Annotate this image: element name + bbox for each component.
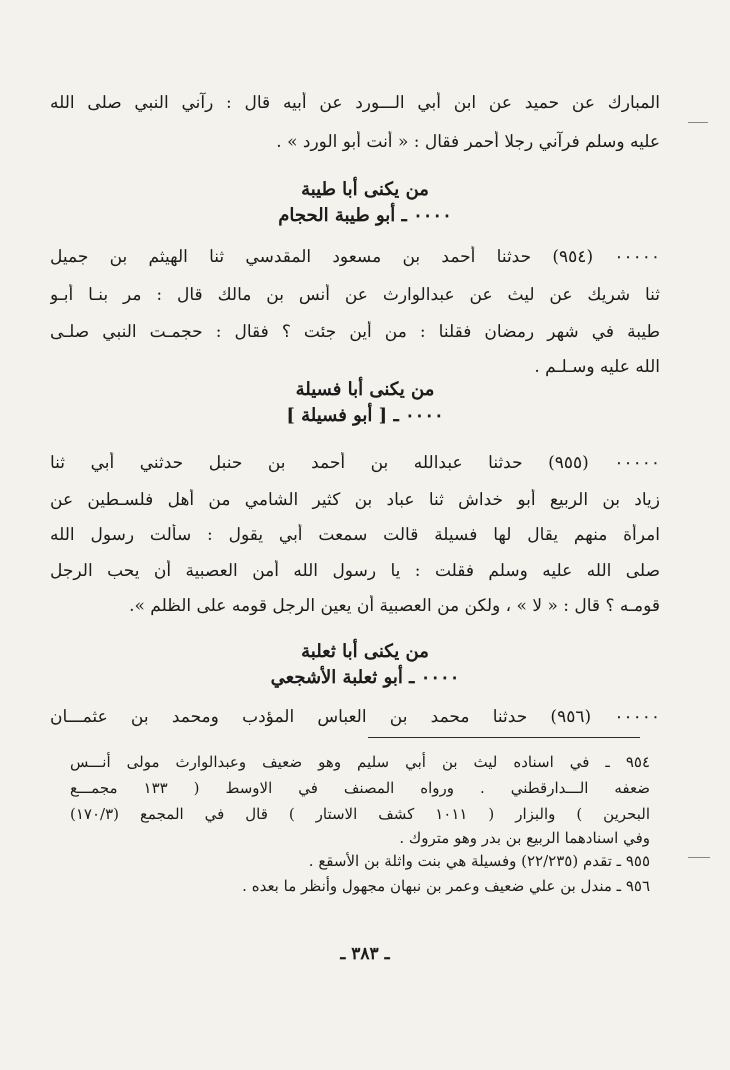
body-line: صلى الله عليه وسلم فقلت : يا رسول الله أمن العصبية أن يحب الرجل	[50, 561, 660, 581]
footnote-line: ٩٥٦ ـ مندل بن علي ضعيف وعمر بن نبهان مجهول وأنظر ما بعده .	[242, 877, 650, 895]
body-line: ٠٠٠٠٠ (٩٥٦) حدثنا محمد بن العباس المؤدب ومحمد بن عثمـــان	[50, 707, 660, 727]
page-number: ـ ٣٨٣ ـ	[340, 944, 390, 964]
section-heading: من يكنى أبا طيبة	[301, 179, 429, 200]
footnote-line: البحرين ) والبزار ( ١٠١١ كشف الاستار ) قال في المجمع (١٧٠/٣)	[70, 805, 650, 823]
footnote-separator	[368, 737, 640, 738]
margin-mark	[688, 122, 708, 123]
footnote-line: ٩٥٥ ـ تقدم (٢٢/٢٣٥) وفسيلة هي بنت واثلة بن الأسقع .	[308, 852, 650, 870]
section-subheading: ٠٠٠٠ ـ أبو طيبة الحجام	[278, 205, 452, 226]
body-line: زياد بن الربيع أبو خداش ثنا عباد بن كثير الشامي من أهل فلسـطين عن	[50, 490, 660, 510]
body-line: ٠٠٠٠٠ (٩٥٥) حدثنا عبدالله بن أحمد بن حنبل حدثني أبي ثنا	[50, 453, 660, 473]
body-line: عليه وسلم فرآني رجلا أحمر فقال : « أنت أبو الورد » .	[276, 132, 660, 152]
body-line: امرأة منهم يقال لها فسيلة قالت سمعت أبي يقول : سألت رسول الله	[50, 525, 660, 545]
body-line: ثنا شريك عن ليث عن عبدالوارث عن أنس بن مالك قال : مر بنـا أبـو	[50, 285, 660, 305]
section-heading: من يكنى أبا ثعلبة	[301, 641, 429, 662]
body-line: قومـه ؟ قال : « لا » ، ولكن من العصبية أن يعين الرجل قومه على الظلم ».	[129, 596, 660, 616]
body-line: ٠٠٠٠٠ (٩٥٤) حدثنا أحمد بن مسعود المقدسي ثنا الهيثم بن جميل	[50, 247, 660, 267]
section-subheading: ٠٠٠٠ ـ أبو ثعلبة الأشجعي	[270, 667, 460, 688]
body-line: المبارك عن حميد عن ابن أبي الـــورد عن أبيه قال : رآني النبي صلى الله	[50, 93, 660, 113]
section-heading: من يكنى أبا فسيلة	[295, 379, 435, 400]
footnote-line: وفي اسنادهما الربيع بن بدر وهو متروك .	[399, 829, 650, 847]
footnote-line: ٩٥٤ ـ في اسناده ليث بن أبي سليم وهو ضعيف وعبدالوارث مولى أنـــس	[70, 753, 650, 771]
body-line: طيبة في شهر رمضان فقلنا : من أين جئت ؟ فقال : حجمـت النبي صلـى	[50, 322, 660, 342]
margin-mark	[688, 857, 710, 858]
section-subheading: ٠٠٠٠ ـ [ أبو فسيلة ]	[286, 405, 444, 426]
body-line: الله عليه وسـلـم .	[534, 357, 660, 377]
footnote-line: ضعفه الـــدارقطني . ورواه المصنف في الاوسط ( ١٣٣ مجمـــع	[70, 779, 650, 797]
